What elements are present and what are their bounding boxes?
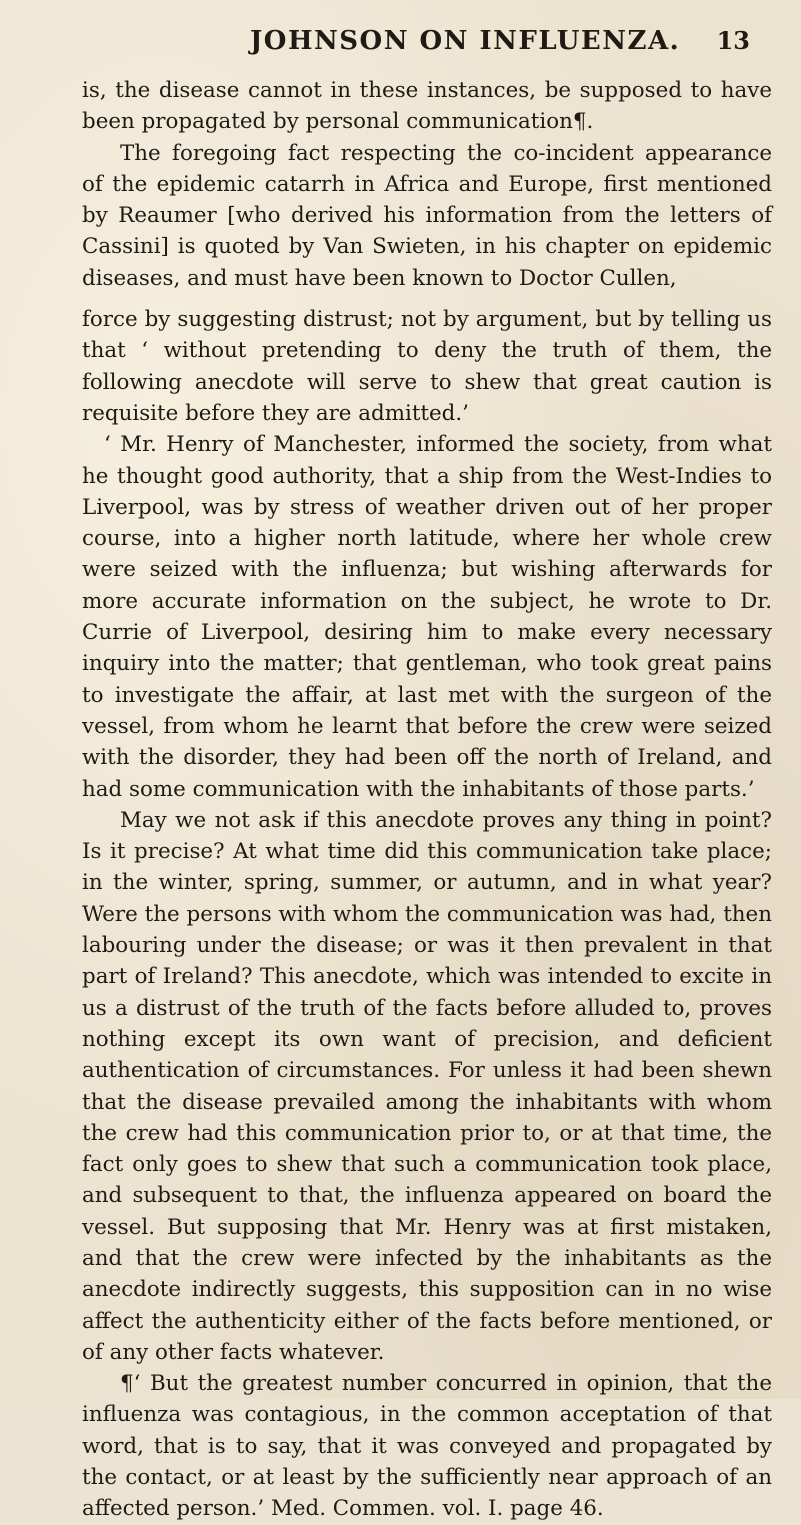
running-title: JOHNSON ON INFLUENZA.	[250, 26, 681, 56]
footnote: ¶‘ But the greatest number concurred in opinion, that the influenza was contagious, in the common acceptation of that word, that is to say, that it was conveyed and propagated by the contact, or at least by the sufficiently near approach of an affected person.’ Med. Commen. vol. I. page 46.	[82, 1371, 772, 1522]
paragraph-4: ‘ Mr. Henry of Manchester, informed the society, from what he thought good authority, that a ship from the West-Indies to Liverpool, was by stress of weather driven out of her proper course, into a higher north latitude, where her whole crew were seized with the influenza; but wishing afterwards for more accurate information on the subject, he wrote to Dr. Currie of Liverpool, desiring him to make every necessary inquiry into the matter; that gentleman, who took great pains to investigate the affair, at last met with the surgeon of the vessel, from whom he learnt that before the crew were seized with the disorder, they had been off the north of Ireland, and had some communication with the inhabitants of those parts.’	[82, 432, 772, 802]
paragraph-2: The foregoing fact respecting the co-incident appearance of the epidemic catarrh in Africa and Europe, first mentioned by Reaumer [who derived his information from the letters of Cassini] is quoted by Van Swieten, in his chapter on epidemic diseases, and must have been known to Doctor Cullen,	[82, 140, 772, 291]
paragraph-gap	[82, 294, 772, 304]
paragraph-5: May we not ask if this anecdote proves any thing in point? Is it precise? At what time did this communication take place; in the winter, spring, summer, or autumn, and in what year? Were the persons with whom the communication was had, then labouring under the disease; or was it then prevalent in that part of Ireland? This anecdote, which was intended to excite in us a distrust of the truth of the facts before alluded to, proves nothing except its own want of precision, and deficient authentication of circumstances. For unless it had been shewn that the disease prevailed among the inhabitants with whom the crew had this communication prior to, or at that time, the fact only goes to shew that such a communication took place, and subsequent to that, the influenza appeared on board the vessel. But supposing that Mr. Henry was at first mistaken, and that the crew were infected by the inhabitants as the anecdote indirectly suggests, this supposition can in no wise affect the authenticity either of the facts before mentioned, or of any other facts whatever.	[82, 807, 772, 1365]
page-body	[82, 75, 772, 1525]
paragraph-3: force by suggesting distrust; not by argument, but by telling us that ‘ without pretending to deny the truth of them, the following anecdote will serve to shew that great caution is requisite before they are admitted.’	[82, 307, 772, 426]
page-number: 13	[716, 26, 750, 55]
paragraph-1: is, the disease cannot in these instances, be supposed to have been propagated by personal communication¶.	[82, 78, 772, 135]
page-header	[250, 22, 750, 62]
